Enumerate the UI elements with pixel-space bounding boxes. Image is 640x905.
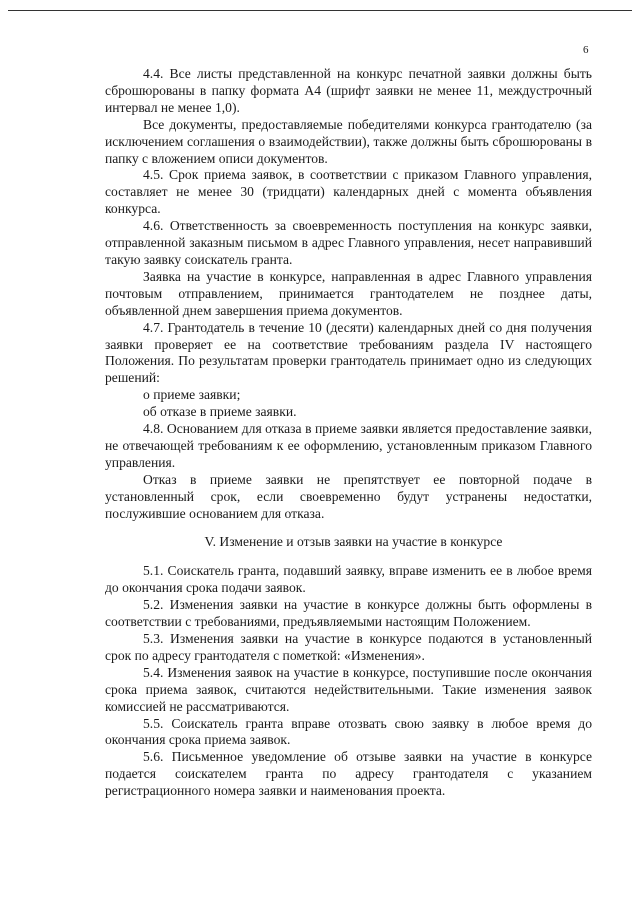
- paragraph-5-3: 5.3. Изменения заявки на участие в конкурсе подаются в установленный срок по адресу грантодателя с пометкой: «Изменения».: [105, 631, 592, 663]
- decision-option-accept: о приеме заявки;: [143, 387, 241, 403]
- page-number: 6: [583, 44, 589, 56]
- paragraph-5-4: 5.4. Изменения заявок на участие в конкурсе, поступившие после окончания срока приема заявок, считаются недействительными. Такие изменения заявок комиссией не рассматриваются.: [105, 664, 592, 714]
- paragraph-4-8: 4.8. Основанием для отказа в приеме заявки является предоставление заявки, не отвечающей требованиям к ее оформлению, установленным приказом Главного управления.: [105, 421, 592, 470]
- paragraph-5-6: 5.6. Письменное уведомление об отзыве заявки на участие в конкурсе подается соискателем гранта по адресу грантодателя с указанием регистрационного номера заявки и наименования проекта.: [105, 749, 592, 799]
- paragraph-4-4-documents: Все документы, предоставляемые победителями конкурса грантодателю (за исключением соглашения о взаимодействии), также должны быть сброшюрованы в папку с вложением описи документов.: [105, 116, 592, 166]
- paragraph-4-7: 4.7. Грантодатель в течение 10 (десяти) календарных дней со дня получения заявки проверяет ее на соответствие требованиям раздела IV настоящего Положения. По результатам проверки грантодатель принимает одно из следующих решений:: [105, 319, 592, 386]
- paragraph-5-1: 5.1. Соискатель гранта, подавший заявку, вправе изменить ее в любое время до окончания срока подачи заявок.: [105, 563, 592, 596]
- paragraph-4-4: 4.4. Все листы представленной на конкурс печатной заявки должны быть сброшюрованы в папку формата А4 (шрифт заявки не менее 11, междустрочный интервал не менее 1,0).: [105, 66, 592, 115]
- document-body: [105, 66, 592, 800]
- section-spacer-bottom: [105, 551, 592, 563]
- paragraph-4-6: 4.6. Ответственность за своевременность поступления на конкурс заявки, отправленной заказным письмом в адрес Главного управления, несет направивший такую заявку соискатель гранта.: [105, 218, 592, 267]
- section-heading: V. Изменение и отзыв заявки на участие в конкурсе: [204, 534, 503, 550]
- top-border-line: [8, 10, 632, 11]
- paragraph-5-5: 5.5. Соискатель гранта вправе отозвать свою заявку в любое время до окончания срока приема заявок.: [105, 715, 592, 748]
- paragraph-4-5: 4.5. Срок приема заявок, в соответствии с приказом Главного управления, составляет не менее 30 (тридцати) календарных дней с момента объявления конкурса.: [105, 167, 592, 217]
- paragraph-4-8-refusal: Отказ в приеме заявки не препятствует ее повторной подаче в установленный срок, если своевременно будут устранены недостатки, послужившие основанием для отказа.: [105, 471, 592, 521]
- paragraph-4-6-postal: Заявка на участие в конкурсе, направленная в адрес Главного управления почтовым отправлением, принимается грантодателем не позднее даты, объявленной днем завершения приема документов.: [105, 268, 592, 318]
- paragraph-5-2: 5.2. Изменения заявки на участие в конкурсе должны быть оформлены в соответствии с требованиями, предъявляемыми настоящим Положением.: [105, 597, 592, 630]
- section-spacer-top: [105, 522, 592, 534]
- decision-option-reject: об отказе в приеме заявки.: [143, 404, 297, 420]
